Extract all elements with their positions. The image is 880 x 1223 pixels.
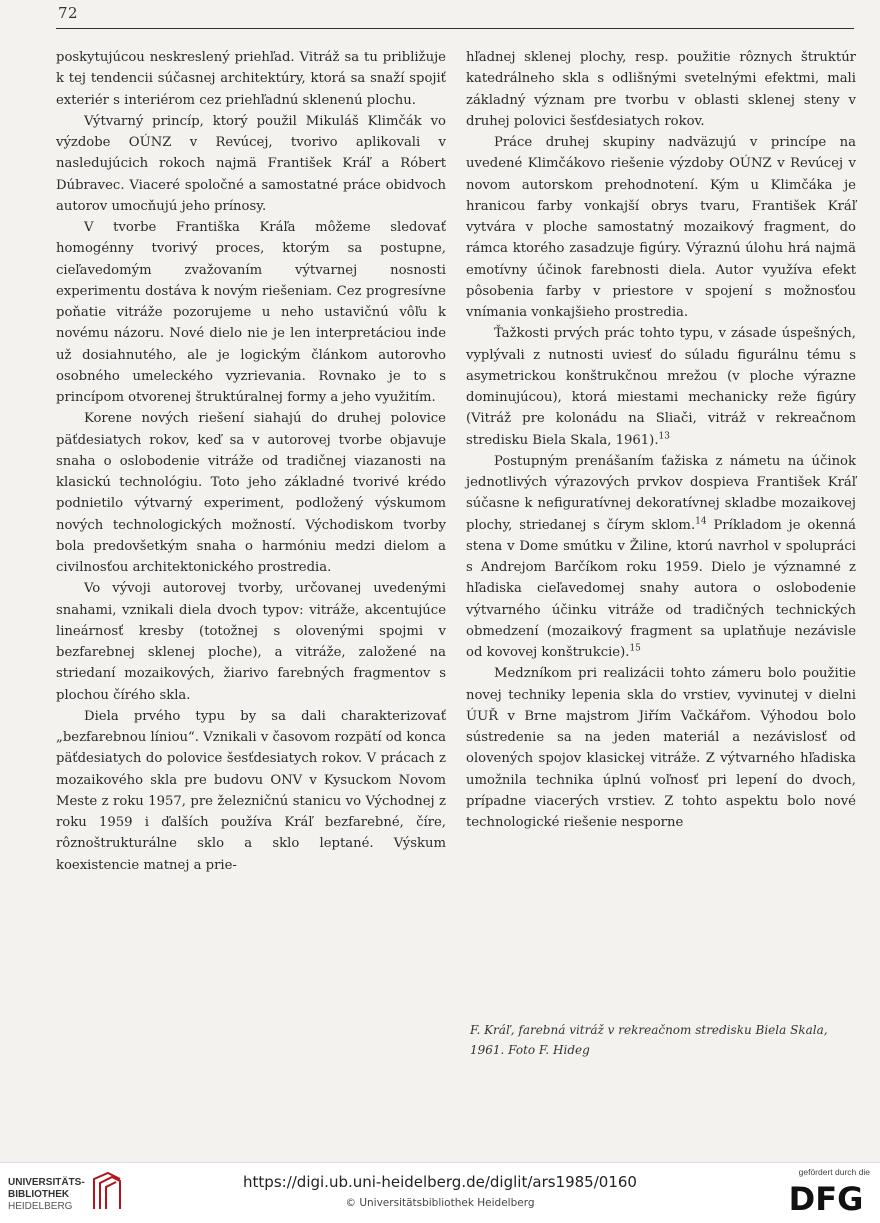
dfg-logo-text: DFG [788, 1180, 864, 1216]
paragraph: Práce druhej skupiny nadväzujú v princípe na uvedené Klimčákovo riešenie výzdoby OÚNZ v Revúcej v novom autorskom prehodnotení. Kým u Klimčáka je hranicou farby vonkajší obrys tvaru, František Kráľ vytvára v ploche samostatný mozaikový fragment, do rámca ktorého zasadzuje figúry. Výraznú úlohu hrá najmä emotívny účinok farebnosti diela. Autor využíva efekt pôsobenia farby v priestore v spojení s možnosťou vnímania vonkajšieho prostredia. [466, 135, 856, 320]
paragraph-text: Ťažkosti prvých prác tohto typu, v zásade úspešných, vyplývali z nutnosti uviesť do súladu figurálnu tému s asymetrickou konštrukčnou mrežou (v ploche výrazne dominujúcou), ktorá miestami mechanicky reže figúry (Vitráž pre kolonádu na Sliači, vitráž v rekreačnom stredisku Biela Skala, 1961). [466, 326, 856, 448]
paragraph: poskytujúcou neskreslený priehľad. Vitráž sa tu približuje k tej tendencii súčasnej architektúry, ktorá sa snaží spojiť exteriér s interiérom cez priehľadnú sklenenú plochu. [56, 50, 446, 108]
header-rule [56, 28, 854, 29]
footnote-ref: 13 [658, 431, 670, 442]
library-name[interactable] [8, 1177, 85, 1213]
paragraph [466, 451, 856, 664]
library-name-line: HEIDELBERG [8, 1201, 73, 1212]
figure-caption: F. Kráľ, farebná vitráž v rekreačnom stredisku Biela Skala, 1961. Foto F. Hideg [470, 1023, 828, 1057]
paragraph: Výtvarný princíp, ktorý použil Mikuláš Klimčák vo výzdobe OÚNZ v Revúcej, tvorivo aplikovali v nasledujúcich rokoch najmä František Kráľ a Róbert Dúbravec. Viaceré spoločné a samostatné práce obidvoch autorov umocňujú jeho prínosy. [56, 113, 446, 214]
page-number: 72 [58, 4, 79, 22]
paragraph: Korene nových riešení siahajú do druhej polovice päťdesiatych rokov, keď sa v autorovej tvorbe objavuje snaha o oslobodenie vitráže od tradičnej viazanosti na klasickú technológiu. Toto jeho základné tvorivé krédo podnietilo výtvarný experiment, podložený výskumom nových technologických možností. Východiskom tvorby bola predovšetkým snaha o harmóniu medzi dielom a civilnosťou architektonického prostredia. [56, 411, 446, 575]
funding-note: gefördert durch die [798, 1167, 870, 1177]
library-name-line: UNIVERSITÄTS- [8, 1177, 85, 1188]
paragraph [466, 323, 856, 451]
paragraph: Vo vývoji autorovej tvorby, určovanej uvedenými snahami, vznikali diela dvoch typov: vitráže, akcentujúce lineárnosť kresby (totožnej s olovenými spojmi v bezfarebnej sklenej ploche), a vitráže, založené na striedaní mozaikových, žiarivo farebných fragmentov s plochou čírého skla. [56, 581, 446, 703]
left-column [56, 47, 446, 876]
paragraph-text: Príkladom je okenná stena v Dome smútku v Žiline, ktorú navrhol v spolupráci s Andrejom Barčíkom roku 1959. Dielo je významné z hľadiska cieľavedomej snahy autora o oslobodenie výtvarného účinku vitráže od tradičných technických obmedzení (mozaikový fragment sa uplatňuje nezávisle od kovovej konštrukcie). [466, 517, 857, 660]
copyright-notice: © Universitätsbibliothek Heidelberg [345, 1197, 535, 1209]
paragraph-text: Postupným prenášaním ťažiska z námetu na účinok jednotlivých výrazových prvkov dospieva František Kráľ súčasne k nefiguratívnej dekoratívnej skladbe mozaikovej plochy, striedanej s čírym sklom. [466, 453, 856, 533]
footer [0, 1162, 880, 1223]
library-logo-icon [90, 1169, 124, 1213]
paragraph: Diela prvého typu by sa dali charakterizovať „bezfarebnou líniou“. Vznikali v časovom rozpätí od konca päťdesiatych do polovice šesťdesiatych rokov. V prácach z mozaikového skla pre budovu ONV v Kysuckom Novom Meste z roku 1957, pre železničnú stanicu vo Východnej z roku 1959 i ďalších používa Kráľ bezfarebné, číre, rôznoštrukturálne sklo a sklo leptané. Výskum koexistencie matnej a prie- [56, 708, 446, 873]
paragraph: V tvorbe Františka Kráľa môžeme sledovať homogénny tvorivý proces, ktorým sa postupne, cieľavedomým zvažovaním výtvarnej nosnosti experimentu dostáva k novým riešeniam. Cez progresívne poňatie vitráže pozorujeme u neho ustavičnú vôľu k novému názoru. Nové dielo nie je len interpretáciou inde už dosiahnutého, ale je logickým článkom autorovho osobného umeleckého vyzrievania. Rovnako je to s princípom otvorenej štruktúralnej formy a jeho využitím. [56, 220, 446, 405]
paragraph: hľadnej sklenej plochy, resp. použitie rôznych štruktúr katedrálneho skla s odlišnými svetelnými efektmi, mali základný význam pre tvorbu v oblasti sklenej steny v druhej polovici šesťdesiatych rokov. [466, 50, 856, 129]
permalink[interactable]: https://digi.ub.uni-heidelberg.de/diglit/ars1985/0160 [243, 1173, 637, 1191]
paragraph: Medzníkom pri realizácii tohto zámeru bolo použitie novej techniky lepenia skla do vrstiev, vyvinutej v dielni ÚUŘ v Brne majstrom Jiřím Vačkářom. Výhodou bolo sústredenie sa na jeden materiál a nezávislosť od olovených spojov klasickej vitráže. Z výtvarného hľadiska umožnila technika úplnú voľnosť pri lepení do dvoch, prípadne viacerých vrstiev. Z tohto aspektu bolo nové technologické riešenie nesporne [466, 666, 856, 830]
right-column [466, 47, 856, 833]
dfg-logo-icon [782, 1180, 870, 1216]
library-name-line: BIBLIOTHEK [8, 1189, 70, 1200]
footnote-ref: 15 [629, 643, 641, 654]
footnote-ref: 14 [695, 516, 707, 527]
